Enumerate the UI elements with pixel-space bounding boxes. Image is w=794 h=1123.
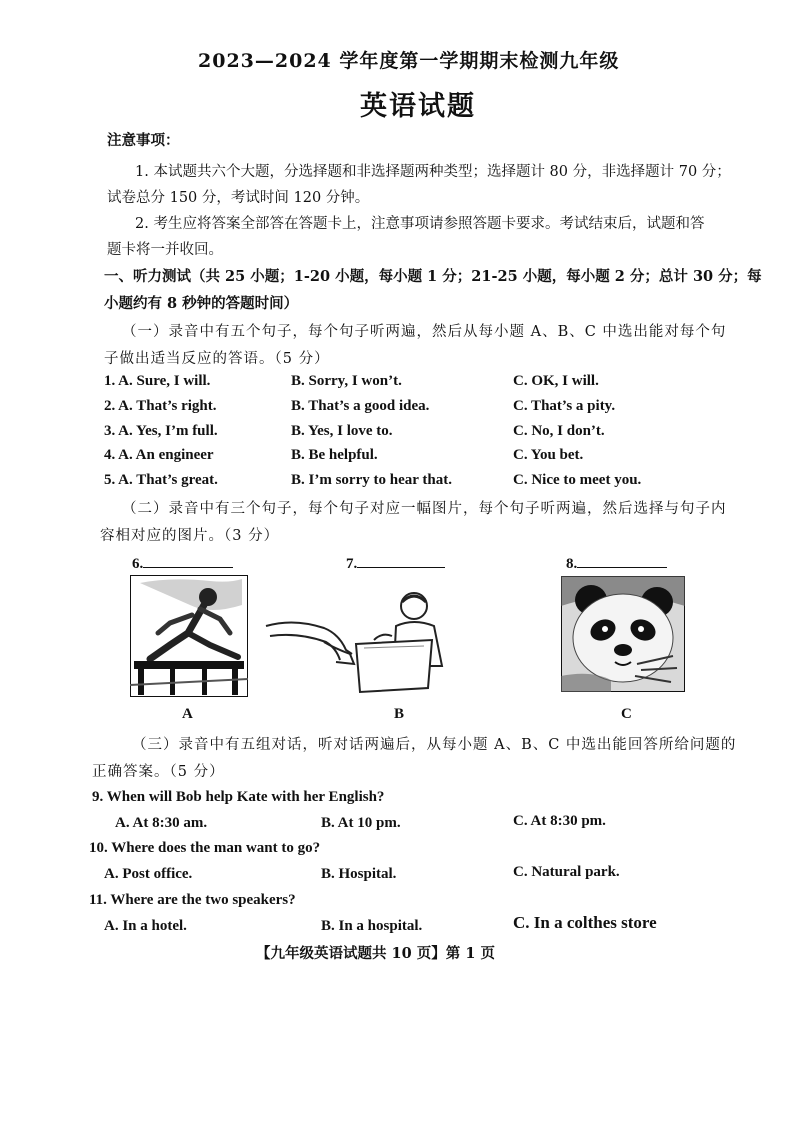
q4-option-c: C. You bet. [513, 447, 584, 463]
q4-option-a: 4. A. An engineer [104, 447, 214, 463]
q1-option-c: C. OK, I will. [513, 373, 599, 389]
part2-instruction-line2: 容相对应的图片。（3 分） [100, 528, 280, 544]
notes-item1-line1: 1. 本试题共六个大题，分选择题和非选择题两种类型；选择题计 80 分，非选择题计 70 分； [135, 164, 731, 180]
notes-item1-line2: 试卷总分 150 分，考试时间 120 分钟。 [107, 190, 370, 206]
q2-option-c: C. That’s a pity. [513, 398, 616, 414]
q2-option-a: 2. A. That’s right. [104, 398, 217, 414]
q5-option-c: C. Nice to meet you. [513, 472, 642, 488]
q2-option-b: B. That’s a good idea. [291, 398, 430, 414]
exam-title-line: 2023—2024 学年度第一学期期末检测九年级 [198, 50, 620, 72]
subject-title: 英语试题 [360, 91, 476, 122]
q9-option-a: A. At 8:30 am. [115, 815, 208, 831]
q11-option-a: A. In a hotel. [104, 918, 187, 934]
q4-option-b: B. Be helpful. [291, 447, 378, 463]
q9-option-c: C. At 8:30 pm. [513, 813, 606, 829]
part3-instruction-line2: 正确答案。（5 分） [92, 764, 225, 780]
picture-b-label: B [394, 706, 405, 722]
q1-option-a: 1. A. Sure, I will. [104, 373, 211, 389]
page-footer: 【九年级英语试题共 10 页】第 1 页 [256, 945, 495, 962]
notes-heading: 注意事项： [107, 132, 180, 149]
answer-blank-6-label: 6. [132, 556, 144, 572]
q3-option-b: B. Yes, I love to. [291, 423, 393, 439]
picture-c-label: C [621, 706, 632, 722]
q5-option-b: B. I’m sorry to hear that. [291, 472, 452, 488]
q5-option-a: 5. A. That’s great. [104, 472, 218, 488]
part1-instruction-line1: （一）录音中有五个句子，每个句子听两遍，然后从每小题 A、B、C 中选出能对每个句 [122, 324, 727, 340]
part2-instruction-line1: （二）录音中有三个句子，每个句子对应一幅图片，每个句子听两遍，然后选择与句子内 [122, 501, 727, 517]
section1-heading-line1: 一、听力测试（共 25 小题；1-20 小题，每小题 1 分；21-25 小题，每小题 2 分；总计 30 分；每 [104, 268, 762, 285]
q3-option-a: 3. A. Yes, I’m full. [104, 423, 218, 439]
notes-item2-line1: 2. 考生应将答案全部答在答题卡上，注意事项请参照答题卡要求。考试结束后，试题和答 [135, 216, 705, 232]
part3-instruction-line1: （三）录音中有五组对话，听对话两遍后，从每小题 A、B、C 中选出能回答所给问题的 [132, 737, 737, 753]
answer-blank-7-label: 7. [346, 556, 358, 572]
q11-option-c: C. In a colthes store [513, 913, 657, 932]
q10-option-b: B. Hospital. [321, 866, 397, 882]
notes-item2-line2: 题卡将一并收回。 [107, 242, 223, 258]
part1-instruction-line2: 子做出适当反应的答语。（5 分） [104, 351, 330, 367]
picture-b-man-at-desk [264, 588, 454, 694]
q11-option-b: B. In a hospital. [321, 918, 423, 934]
section1-heading-line2: 小题约有 8 秒钟的答题时间） [104, 295, 299, 312]
q10-option-c: C. Natural park. [513, 864, 620, 880]
picture-c-panda [561, 576, 685, 692]
q10-question: 10. Where does the man want to go? [89, 840, 321, 856]
q11-question: 11. Where are the two speakers? [89, 892, 296, 908]
answer-blank-7[interactable] [346, 553, 445, 573]
answer-blank-8-label: 8. [566, 556, 578, 572]
q10-option-a: A. Post office. [104, 866, 193, 882]
q9-option-b: B. At 10 pm. [321, 815, 401, 831]
picture-a-hurdler [130, 575, 248, 697]
answer-blank-8[interactable] [566, 553, 667, 573]
q3-option-c: C. No, I don’t. [513, 423, 605, 439]
q9-question: 9. When will Bob help Kate with her English? [92, 789, 385, 805]
picture-a-label: A [182, 706, 193, 722]
q1-option-b: B. Sorry, I won’t. [291, 373, 402, 389]
answer-blank-6[interactable] [132, 553, 233, 573]
